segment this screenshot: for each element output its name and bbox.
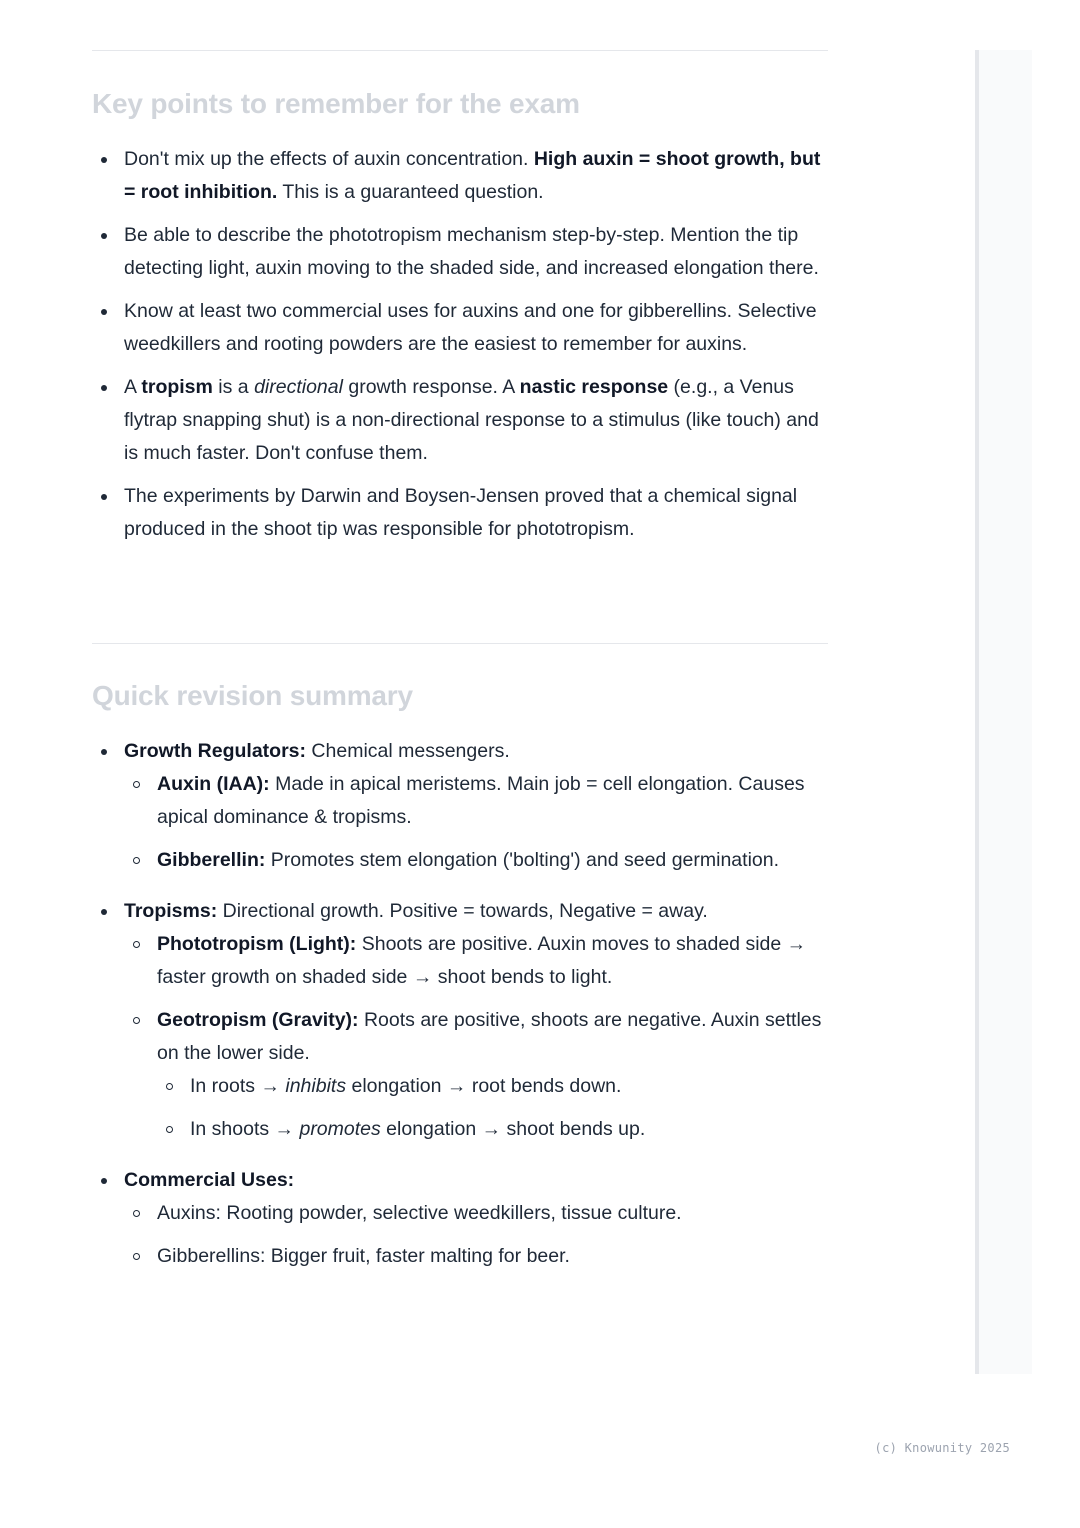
list-item: The experiments by Darwin and Boysen-Jensen proved that a chemical signal produced in the shoot tip was responsible for phototropism. [92, 480, 828, 546]
section-title-revision-summary: Quick revision summary [92, 680, 413, 711]
copyright-footer: (c) Knowunity 2025 [874, 1441, 1010, 1455]
list-item: Gibberellins: Bigger fruit, faster malting for beer. [124, 1240, 828, 1273]
key-points-list [92, 143, 828, 556]
list-item: In roots → inhibits elongation → root bends down. [157, 1070, 828, 1103]
list-item: Don't mix up the effects of auxin concentration. High auxin = shoot growth, but = root inhibition. This is a guaranteed question. [92, 143, 828, 209]
geotropism-sublist [157, 1070, 828, 1146]
list-item: Geotropism (Gravity): Roots are positive, shoots are negative. Auxin settles on the lower side. In roots → inhibits elongation → root bends down. In shoots → promotes elongation → shoot bends up. [124, 1004, 828, 1146]
list-item: Be able to describe the phototropism mechanism step-by-step. Mention the tip detecting light, auxin moving to the shaded side, and increased elongation there. [92, 219, 828, 285]
list-item: Gibberellin: Promotes stem elongation ('bolting') and seed germination. [124, 844, 828, 877]
list-item-growth-regulators: Growth Regulators: Chemical messengers. Auxin (IAA): Made in apical meristems. Main job = cell elongation. Causes apical dominance & tropisms. Gibberellin: Promotes stem elongation ('bolting') and seed germination. [92, 735, 828, 877]
list-item-tropisms: Tropisms: Directional growth. Positive = towards, Negative = away. Phototropism (Light): Shoots are positive. Auxin moves to shaded side → faster growth on shaded side → shoot bends to light. Geotropism (Gravity): Roots are positive, shoots are negative. Auxin settles on the lower side. In roots → inhibits elongation → root bends down. In shoots → promotes elongation → shoot bends up. [92, 895, 828, 1146]
growth-sublist [124, 768, 828, 877]
divider-middle [92, 643, 828, 644]
list-item: Auxins: Rooting powder, selective weedkillers, tissue culture. [124, 1197, 828, 1230]
list-item: Know at least two commercial uses for auxins and one for gibberellins. Selective weedkillers and rooting powders are the easiest to remember for auxins. [92, 295, 828, 361]
list-item: A tropism is a directional growth response. A nastic response (e.g., a Venus flytrap snapping shut) is a non-directional response to a stimulus (like touch) and is much faster. Don't confuse them. [92, 371, 828, 470]
section-title-key-points: Key points to remember for the exam [92, 88, 580, 119]
list-item: In shoots → promotes elongation → shoot bends up. [157, 1113, 828, 1146]
list-item-commercial-uses: Commercial Uses: Auxins: Rooting powder, selective weedkillers, tissue culture. Gibberellins: Bigger fruit, faster malting for beer. [92, 1164, 828, 1273]
list-item: Auxin (IAA): Made in apical meristems. Main job = cell elongation. Causes apical dominance & tropisms. [124, 768, 828, 834]
commercial-sublist [124, 1197, 828, 1273]
divider-top [92, 50, 828, 51]
revision-summary-list [92, 735, 828, 1291]
tropisms-sublist [124, 928, 828, 1146]
side-panel [975, 50, 1032, 1374]
list-item: Phototropism (Light): Shoots are positive. Auxin moves to shaded side → faster growth on shaded side → shoot bends to light. [124, 928, 828, 994]
